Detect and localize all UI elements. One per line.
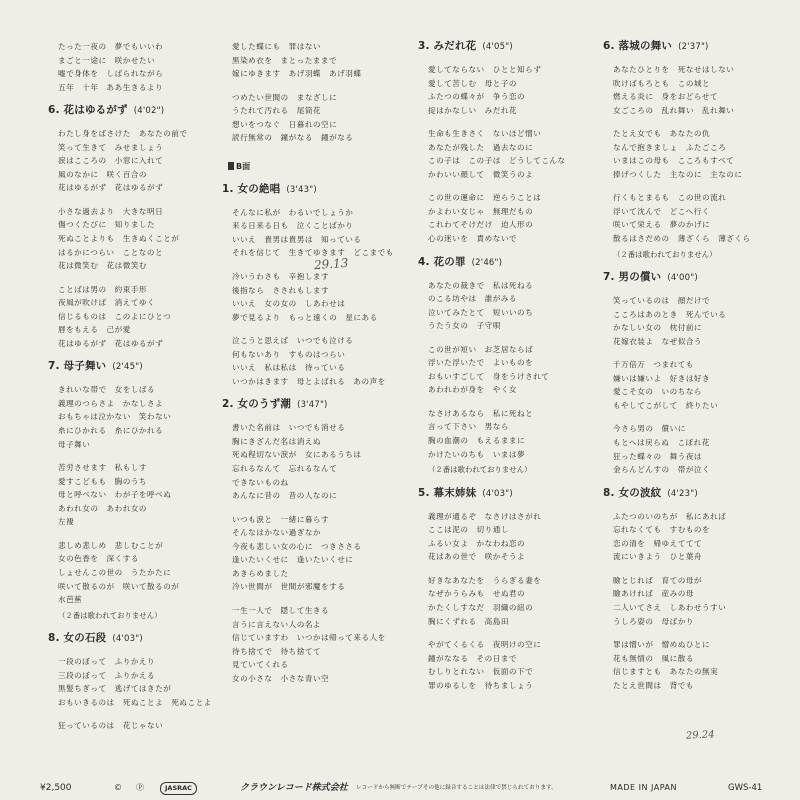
lyric-line: 五年 十年 ああ生きるより: [58, 82, 164, 92]
lyric-line: うたれて汚れる 尾筒花: [232, 106, 322, 116]
song-title: [418, 487, 603, 501]
song-title-text: 1. 女の絶唱: [222, 182, 281, 195]
lyric-line: おもちゃは泣かない 笑わない: [58, 412, 172, 422]
lyric-line: もとへは戻らぬ こぼれ花: [613, 438, 710, 448]
lyric-line: 涙はこころの 小窓に入れて: [58, 156, 164, 166]
song-title-text: 7. 母子舞い: [48, 360, 107, 373]
lyric-line: 泣いてみたとて 短いいのち: [428, 307, 534, 317]
lyric-line: 義理が通るぞ なさけはさがれ: [428, 511, 542, 521]
lyric-line: 三段のぼって ふりかえる: [58, 670, 156, 680]
song-block: [418, 486, 603, 693]
lyric-line: 愛してならない ひとと知らず: [428, 65, 542, 74]
lyric-line: ここは泥の 切り通し: [428, 525, 509, 535]
lyric-line: いいえ 女の女の しあわせは: [232, 299, 346, 309]
song-block: [48, 104, 233, 350]
lyric-line: これわてそけだけ 迫人形の: [428, 220, 534, 230]
lyric-line: 唇をもえる 己が愛: [58, 325, 131, 335]
made-in-label: MADE IN JAPAN: [610, 783, 677, 792]
lyric-line: そんなはかない過ぎなか: [232, 528, 322, 538]
lyric-line: 花はゆるがず 花はゆるがず: [58, 338, 164, 348]
lyric-line: 花は微笑む 花は微笑む: [58, 261, 148, 271]
song-duration: (4'03"): [482, 488, 513, 499]
lyric-line: 心の迷いを 責めないで: [428, 234, 518, 244]
lyric-line: たとえ世間は 背でも: [613, 680, 694, 690]
price-label: ¥2,500: [40, 783, 72, 793]
lyric-line: 浮いて沈んで どこへ行く: [613, 206, 710, 216]
copyright-warning: レコードから無断でテープその他に録音することは法律で禁じられております。: [356, 785, 557, 791]
song-block: [48, 632, 233, 733]
lyric-line: 黒髪ちぎって 逃げてはきたが: [58, 684, 172, 694]
lyric-stanza: [58, 283, 233, 351]
phonogram-mark: Ⓟ: [136, 783, 144, 792]
lyric-line: あなたの裁きで 私は死ねる: [428, 280, 534, 290]
lyric-line: かけたいのちも いまは夢: [428, 449, 526, 459]
side-label: B面: [236, 161, 251, 171]
lyric-line: 母子舞い: [58, 439, 91, 449]
song-block: [603, 40, 788, 261]
lyric-line: 愛した蝶にも 罪はない: [232, 42, 322, 51]
lyric-stanza: [428, 127, 603, 181]
lyric-line: 咲いて栄える 夢のかげに: [613, 220, 711, 230]
song-title-text: 6. 花はゆるがず: [48, 104, 128, 117]
lyric-line: 吹けばもろとも この城と: [613, 78, 711, 88]
lyric-stanza: [613, 422, 788, 476]
lyric-line: 燃える炎に 身をおどらせて: [613, 92, 718, 102]
lyrics-column-4: [603, 40, 788, 702]
lyric-line: ふたつの蝶々が 争う恋の: [428, 92, 526, 102]
song-title-text: 6. 落城の舞い: [603, 40, 673, 52]
lyric-stanza: [232, 334, 407, 388]
song-block: [603, 271, 788, 477]
footer-bar: [40, 781, 780, 795]
lyric-line: 義理のつらさよ かなしさよ: [58, 398, 164, 408]
song-block: [603, 486, 788, 693]
lyric-line: 胸にきざんだ名は消えぬ: [232, 436, 322, 446]
lyric-line: ふるい女よ かなわね恋の: [428, 538, 526, 548]
song-title: [48, 360, 233, 374]
lyric-stanza: [58, 719, 233, 733]
lyric-line: できないものね: [232, 477, 289, 487]
lyric-line: 冷いうわさも 辛抱します: [232, 272, 330, 282]
song-title: [418, 40, 603, 54]
lyric-line: 夢で見るより もっと遠くの 星にある: [232, 312, 378, 322]
lyric-line: 罪は憎いが 憎めぬひとに: [613, 640, 711, 650]
handwritten-number: 29.13: [313, 255, 349, 273]
lyric-line: 金らんどんすの 帯が泣く: [613, 465, 711, 475]
lyric-line: 信じていますわ いつかは帰って来る人を: [232, 633, 386, 643]
lyric-line: うたう女の 子守唄: [428, 321, 501, 331]
lyric-line: もやしてこがして 終りたい: [613, 400, 719, 410]
lyric-line: 何もないあり すものはつらい: [232, 349, 346, 359]
lyric-line: 悲しめ悲しめ 悲しむことが: [58, 540, 164, 550]
lyric-line: 糸にひかれる 糸にひかれる: [58, 426, 164, 436]
verse-omitted-note: （２番は歌われておりません）: [613, 249, 717, 259]
lyric-line: うしろ姿の 母ばかり: [613, 616, 694, 626]
lyric-line: 左褄: [58, 517, 75, 527]
lyric-line: 嫁にゆきます あげ羽蝶 あげ羽蝶: [232, 69, 362, 79]
lyric-line: 生命も生きさく ないほど憎い: [428, 129, 542, 139]
lyric-line: あきらめました: [232, 568, 289, 578]
lyric-line: 見ていてくれる: [232, 660, 289, 670]
jasrac-logo: JASRAC: [160, 782, 197, 795]
verse-omitted-note: （２番は歌われておりません）: [58, 610, 162, 620]
verse-omitted-note: （２番は歌われておりません）: [428, 465, 532, 475]
lyric-line: 嘘で身体を しばられながら: [58, 69, 164, 79]
lyric-line: かわいい顔して 微笑うのよ: [428, 169, 534, 179]
lyric-stanza: [232, 604, 407, 685]
lyric-line: 千万倍万 つまれても: [613, 360, 694, 370]
lyric-line: 散るはさだめの 薄ざくら 薄ざくら: [613, 234, 751, 244]
lyric-line: あなたが残した 過去なのに: [428, 142, 534, 152]
lyric-line: 忘れるなんて 忘れるなんて: [232, 464, 338, 474]
lyric-line: 捧げつくした 主なのに 主なのに: [613, 169, 743, 179]
song-block: [58, 40, 233, 94]
lyric-line: 二人いてさえ しあわせうすい: [613, 602, 727, 612]
lyric-stanza: [232, 270, 407, 324]
lyric-line: 死ぬことよりも 生きぬくことが: [58, 234, 180, 244]
lyric-line: あわれ女の あわれ女の: [58, 503, 148, 513]
lyric-line: 笑っているのは 顔だけで: [613, 296, 711, 306]
lyric-line: なんで抱きましょ ふたごころ: [613, 142, 727, 152]
handwritten-number: 29.24: [685, 729, 715, 742]
side-heading: [228, 161, 407, 173]
lyric-stanza: [428, 407, 603, 461]
lyric-line: この世の運命に 逆らうことは: [428, 193, 542, 203]
lyric-line: 罪のゆるしを 待ちましょう: [428, 680, 534, 690]
song-duration: (3'43"): [286, 184, 317, 195]
lyric-stanza: [613, 638, 788, 692]
lyric-line: 苦労させます 私もしす: [58, 463, 148, 473]
lyric-line: なさけあるなら 私に死ねと: [428, 408, 534, 418]
lyric-line: 今夜も悲しい女の心に つきささる: [232, 541, 362, 551]
lyric-stanza: [58, 40, 233, 94]
song-title-text: 2. 女のうず潮: [222, 398, 292, 411]
lyric-line: 想いをつなぐ 日暮れの空に: [232, 119, 338, 129]
song-duration: (4'05"): [482, 42, 513, 52]
song-block: [418, 255, 603, 477]
song-title: [418, 256, 603, 270]
lyrics-column-1: [48, 40, 233, 743]
lyric-line: 夜風が吹けば 消えてゆく: [58, 298, 156, 308]
song-title: [603, 271, 788, 285]
lyric-line: 狂った蝶々の 舞う夜は: [613, 451, 703, 461]
song-title: [222, 398, 407, 412]
lyric-line: まごと一途に 咲かせたい: [58, 55, 156, 65]
lyric-line: 読行無常の 鐘がなる 鐘がなる: [232, 133, 354, 143]
lyric-line: かよわい女じゃ 無理だもの: [428, 206, 534, 216]
lyric-line: 女の小さな 小さな青い空: [232, 673, 330, 683]
lyric-line: 胸の血潮の もえるままに: [428, 436, 526, 446]
song-block: [418, 40, 603, 246]
lyric-line: 恋の清を 帰ゆえててて: [613, 538, 703, 548]
lyric-line: 花も無情の 風に散る: [613, 653, 694, 663]
catalog-number: GWS-41: [728, 783, 763, 793]
song-duration: (3'47"): [297, 400, 328, 411]
lyric-line: 嫌いは嫌いよ 好きは好き: [613, 373, 711, 383]
lyric-line: 花嫁衣装よ なぜ似合う: [613, 336, 703, 346]
song-block: [48, 360, 233, 622]
lyric-stanza: [428, 279, 603, 333]
lyric-line: たった一夜の 夢でもいいわ: [58, 42, 164, 51]
lyric-line: 花はあの世で 咲かそうよ: [428, 552, 526, 562]
song-title: [48, 104, 233, 118]
lyric-stanza: [58, 655, 233, 709]
lyric-line: 言うに言えない人の名よ: [232, 619, 322, 629]
lyric-line: 花はゆるがず 花はゆるがず: [58, 183, 164, 193]
lyric-stanza: [613, 574, 788, 628]
song-title-text: 3. みだれ花: [418, 40, 477, 52]
lyrics-column-2: [222, 40, 407, 695]
lyric-line: むしりとれない 仮面の下で: [428, 667, 534, 677]
lyric-stanza: [58, 539, 233, 607]
lyric-line: 風のなかに 咲く百合の: [58, 169, 148, 179]
song-title-text: 7. 男の償い: [603, 271, 662, 284]
lyric-stanza: [232, 91, 407, 145]
lyric-line: 愛して苦しむ 母と子の: [428, 78, 518, 88]
square-marker-icon: [228, 162, 234, 170]
song-title: [48, 632, 233, 646]
song-title-text: 8. 女の石段: [48, 632, 107, 645]
lyric-line: 後指なら さされもします: [232, 285, 330, 295]
lyric-line: 冷い世間が 世間が邪魔をする: [232, 582, 346, 592]
lyrics-column-3: [418, 40, 603, 702]
lyric-line: 笑って生きて みせましょう: [58, 142, 164, 152]
lyric-line: おもいすごして 身をうけされて: [428, 371, 550, 381]
lyric-line: 女ごころの 乱れ舞い 乱れ舞い: [613, 105, 735, 115]
lyric-line: やがてくるくる 夜明けの空に: [428, 640, 542, 650]
lyric-line: なぜかうらみも せぬ君の: [428, 589, 526, 599]
song-duration: (2'45"): [112, 362, 143, 373]
lyric-line: この子は この子は どうしてこんな: [428, 156, 566, 166]
song-duration: (4'02"): [133, 106, 165, 117]
lyric-stanza: [232, 513, 407, 594]
lyric-line: 待ち捨てで 待ち捨てて: [232, 646, 322, 656]
lyric-line: この世が短い お芝居ならば: [428, 344, 534, 354]
lyric-line: 泣こうと思えば いつでも泣ける: [232, 336, 354, 346]
lyric-line: いいえ 貴男は貴男は 知っている: [232, 234, 362, 244]
lyric-stanza: [613, 191, 788, 245]
song-duration: (4'00"): [667, 273, 698, 284]
song-block: [222, 182, 407, 389]
lyric-line: ふたつのいのちが 私にあれば: [613, 511, 727, 521]
lyric-line: 信じるものは このよにひとつ: [58, 311, 172, 321]
lyric-line: 好きなあなたを うらぎる妻を: [428, 575, 542, 585]
record-company-name: クラウンレコード株式会社: [240, 783, 348, 793]
lyric-line: 逢いたいくせに 逢いたいくせに: [232, 555, 354, 565]
lyric-line: 行くもとまるも この世の流れ: [613, 193, 727, 203]
lyric-line: 瞼とじれば 育ての母が: [613, 575, 703, 585]
lyric-stanza: [428, 574, 603, 628]
lyric-line: 言って下さい 男なら: [428, 422, 509, 432]
lyric-line: たとえ女でも あなたの仇: [613, 129, 711, 139]
lyric-line: 水芭蕉: [58, 595, 83, 605]
lyric-line: それを信じて 生きてゆきます どこまでも: [232, 248, 394, 258]
song-title: [222, 183, 407, 197]
lyric-line: こころはあのとき 死んでいる: [613, 309, 727, 319]
lyric-stanza: [613, 127, 788, 181]
lyric-line: 小さな過去より 大きな明日: [58, 206, 164, 216]
lyric-line: あんなに昔の 昔の人なのに: [232, 491, 338, 501]
lyric-line: あなたひとりを 死なせはしない: [613, 65, 735, 74]
lyric-line: そんなに私が わるいでしょうか: [232, 207, 354, 217]
lyric-line: 愛こそ女の いのちなら: [613, 387, 703, 397]
lyric-stanza: [613, 358, 788, 412]
lyric-stanza: [428, 191, 603, 245]
lyric-line: いつかはきます 母とよばれる あの声を: [232, 376, 386, 386]
lyric-line: いいえ 私は私は 待っている: [232, 363, 346, 373]
lyric-stanza: [232, 40, 407, 81]
song-title-text: 4. 花の罪: [418, 255, 466, 268]
song-duration: (2'37"): [678, 42, 709, 52]
lyric-line: 一段のぼって ふりかえり: [58, 657, 156, 667]
lyric-stanza: [58, 205, 233, 273]
song-title-text: 5. 幕末姉妹: [418, 486, 477, 499]
song-block: [222, 398, 407, 685]
lyric-line: おもいきるのは 死ぬことよ 死ぬことよ: [58, 697, 212, 707]
lyric-stanza: [428, 343, 603, 397]
lyric-line: あわれわが身を やく女: [428, 385, 518, 395]
lyric-line: のこる坊やは 誰がみる: [428, 294, 518, 304]
lyric-line: 一生一人で 隠して生きる: [232, 605, 330, 615]
lyric-line: 瞼あければ 産みの母: [613, 589, 694, 599]
song-duration: (4'03"): [112, 634, 143, 645]
lyric-stanza: [232, 206, 407, 260]
lyric-stanza: [428, 510, 603, 564]
lyric-line: いつも涙と 一緒に暮らす: [232, 514, 330, 524]
lyric-line: 母と呼べない わが子を呼べぬ: [58, 490, 172, 500]
lyric-line: わたし身をばさけた あなたの前で: [58, 129, 188, 139]
lyric-line: 浮いた浮いたで よいものを: [428, 358, 534, 368]
lyric-stanza: [232, 421, 407, 502]
lyric-line: 今さら男の 償いに: [613, 424, 686, 434]
lyric-line: はるかにつらい ことなのと: [58, 247, 164, 257]
lyric-line: 来る日来る日も 泣くことばかり: [232, 221, 354, 231]
lyric-line: しょせんこの世の うたかたに: [58, 567, 172, 577]
lyric-line: 胸にくずれる 高島田: [428, 616, 509, 626]
lyric-line: 鐘がななる その日まで: [428, 653, 518, 663]
copyright-mark: ©: [114, 783, 122, 792]
lyric-line: 死ぬ程切ない涙が 女にあるうちは: [232, 450, 362, 460]
lyric-line: 愛すこどもも 胸のうち: [58, 476, 148, 486]
lyric-line: 忘れなくても すむものを: [613, 525, 711, 535]
lyric-line: ことばは男の 約束手形: [58, 284, 148, 294]
lyric-line: 傷つくたびに 知りました: [58, 220, 156, 230]
lyric-line: いまはこの母も こころもすべて: [613, 156, 735, 166]
song-block: [232, 161, 407, 173]
lyric-stanza: [428, 638, 603, 692]
lyric-line: 信じますとも あなたの無実: [613, 667, 719, 677]
lyric-line: 掟はかなしい みだれ花: [428, 105, 518, 115]
song-title: [603, 487, 788, 501]
lyric-line: つめたい世間の まなざしに: [232, 92, 338, 102]
lyric-stanza: [58, 383, 233, 451]
lyric-line: かなしい女の 枕付前に: [613, 323, 703, 333]
lyric-line: 咲いて散るのが 咲いて散るのが: [58, 581, 180, 591]
lyric-line: 狂っているのは 花じゃない: [58, 721, 164, 731]
lyric-line: 書いた名前は いつでも消せる: [232, 423, 346, 433]
lyric-stanza: [613, 510, 788, 564]
song-duration: (4'23"): [667, 488, 698, 499]
lyric-line: きれいな帯で 女をしばる: [58, 385, 156, 395]
lyric-line: 流にいきよう ひと葉舟: [613, 552, 703, 562]
lyric-stanza: [58, 127, 233, 195]
lyric-stanza: [613, 294, 788, 348]
lyric-line: 女の色香を 深くする: [58, 554, 139, 564]
lyric-stanza: [58, 461, 233, 529]
lyric-line: かたくしすなだ 羽織の紐の: [428, 602, 534, 612]
song-block: [232, 40, 407, 145]
lyric-stanza: [613, 63, 788, 117]
song-title-text: 8. 女の波紋: [603, 486, 662, 499]
lyric-line: 黒染め衣を まとったままで: [232, 55, 338, 65]
song-duration: (2'46"): [471, 257, 503, 268]
lyric-stanza: [428, 63, 603, 117]
song-title: [603, 40, 788, 54]
